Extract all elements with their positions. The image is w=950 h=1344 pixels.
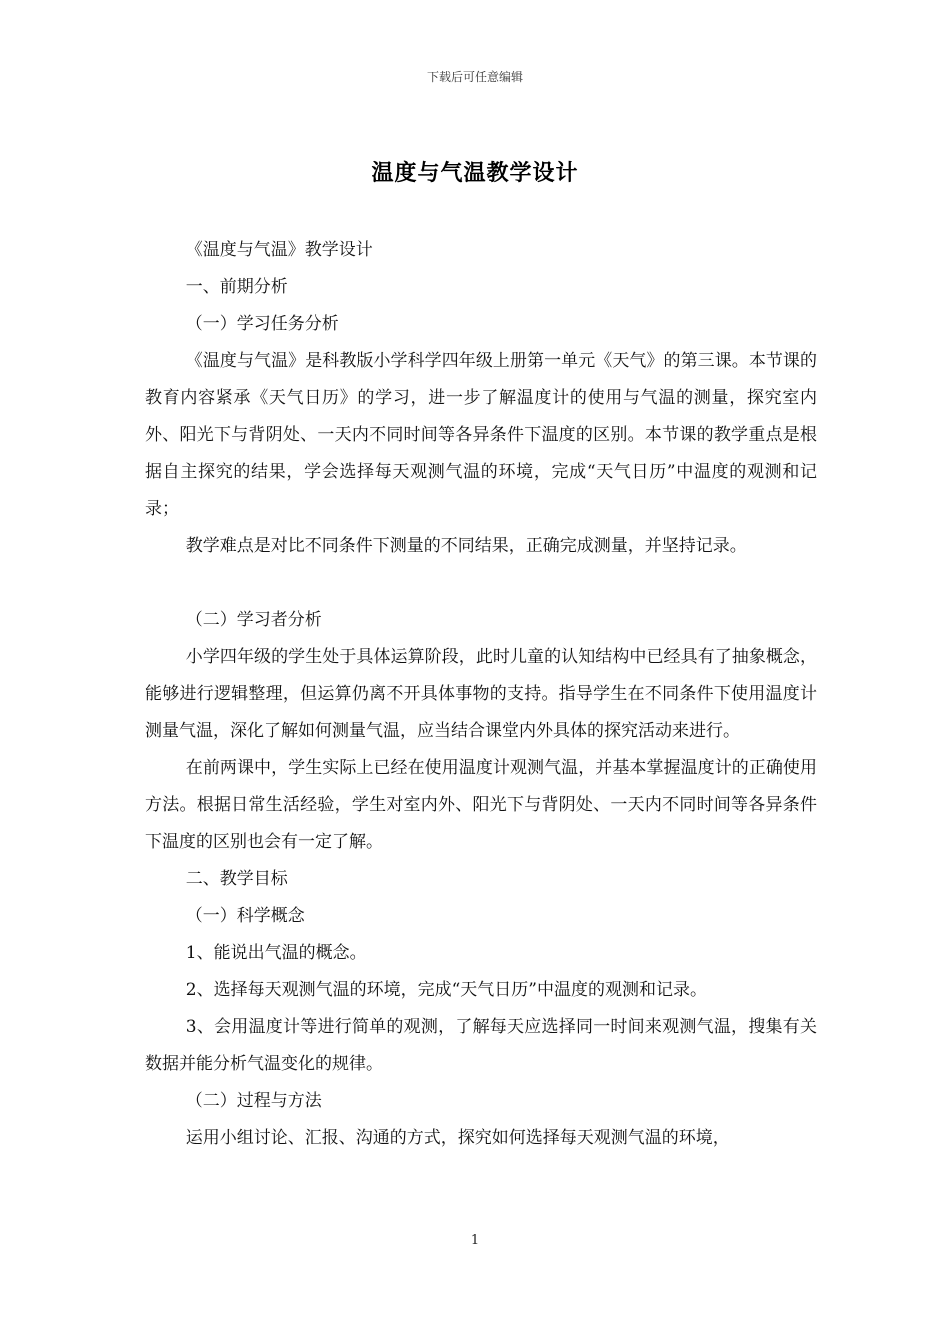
document-body (145, 232, 817, 1157)
paragraph-teaching-difficulty: 教学难点是对比不同条件下测量的不同结果，正确完成测量，并坚持记录。 (185, 536, 747, 556)
paragraph-learner-analysis: 小学四年级的学生处于具体运算阶段，此时儿童的认知结构中已经具有了抽象概念，能够进行逻辑整理，但运算仍离不开具体事物的支持。指导学生在不同条件下使用温度计测量气温，深化了解如何测量气温，应当结合课堂内外具体的探究活动来进行。 (145, 647, 817, 741)
list-item-concept-2: 2、选择每天观测气温的环境，完成“天气日历”中温度的观测和记录。 (185, 980, 707, 1000)
list-item-concept-1: 1、能说出气温的概念。 (185, 943, 367, 963)
heading-teaching-goals: 二、教学目标 (185, 869, 288, 889)
paragraph-prior-lessons: 在前两课中，学生实际上已经在使用温度计观测气温，并基本掌握温度计的正确使用方法。根据日常生活经验，学生对室内外、阳光下与背阴处、一天内不同时间等各异条件下温度的区别也会有一定了解。 (145, 758, 817, 852)
paragraph-process-methods: 运用小组讨论、汇报、沟通的方式，探究如何选择每天观测气温的环境， (185, 1128, 730, 1148)
header-note: 下载后可任意编辑 (426, 70, 523, 84)
subheading-science-concepts: （一）科学概念 (185, 906, 305, 926)
list-item-concept-3: 3、会用温度计等进行简单的观测，了解每天应选择同一时间来观测气温，搜集有关数据并能分析气温变化的规律。 (145, 1017, 817, 1074)
subheading-process-methods: （二）过程与方法 (185, 1091, 322, 1111)
paragraph-subtitle: 《温度与气温》教学设计 (185, 240, 373, 260)
paragraph-task-analysis: 《温度与气温》是科教版小学科学四年级上册第一单元《天气》的第三课。本节课的教育内容紧承《天气日历》的学习，进一步了解温度计的使用与气温的测量，探究室内外、阳光下与背阴处、一天内不同时间等各异条件下温度的区别。本节课的教学重点是根据自主探究的结果，学会选择每天观测气温的环境，完成“天气日历”中温度的观测和记录； (145, 351, 817, 519)
subheading-task-analysis: （一）学习任务分析 (185, 314, 339, 334)
heading-preliminary-analysis: 一、前期分析 (185, 277, 288, 297)
page-number: 1 (470, 1233, 480, 1248)
blank-line (145, 565, 817, 602)
document-title: 温度与气温教学设计 (371, 161, 579, 186)
subheading-learner-analysis: （二）学习者分析 (185, 610, 322, 630)
